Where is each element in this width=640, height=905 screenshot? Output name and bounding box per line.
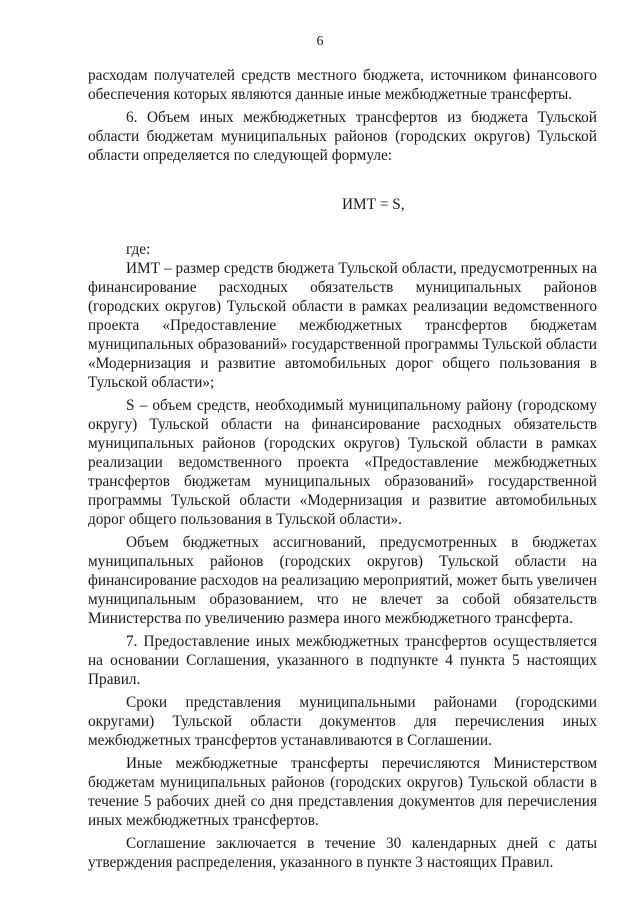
paragraph-document-deadlines: Сроки представления муниципальными районами (городскими округами) Тульской области документов для перечисления иных межбюджетных трансфертов устанавливаются в Соглашении. [88, 694, 597, 749]
paragraph-agreement-timing: Соглашение заключается в течение 30 календарных дней с даты утверждения распределения, указанного в пункте 3 настоящих Правил. [88, 835, 597, 871]
paragraph-budget-allocations: Объем бюджетных ассигнований, предусмотренных в бюджетах муниципальных районов (городских округов) Тульской области на финансирование расходов на реализацию мероприятий, может быть увеличен муниципальным образованием, что не влечет за собой обязательств Министерства по увеличению размера иного межбюджетного трансферта. [88, 534, 597, 627]
definition-s: S – объем средств, необходимый муниципальному району (городскому округу) Тульской области на финансирование расходных обязательств муниципальных районов (городских округов) Тульской области в рамках реализации ведомственного проекта «Предоставление межбюджетных трансфертов бюджетам муниципальных образований» государственной программы Тульской области «Модернизация и развитие автомобильных дорог общего пользования в Тульской области». [88, 397, 597, 528]
formula: ИМТ = S, [342, 196, 405, 213]
document-body [88, 66, 597, 872]
definition-imt: ИМТ – размер средств бюджета Тульской области, предусмотренных на финансирование расходных обязательств муниципальных районов (городских округов) Тульской области в рамках реализации ведомственного проекта «Предоставление межбюджетных трансфертов бюджетам муниципальных образований» государственной программы Тульской области «Модернизация и развитие автомобильных дорог общего пользования в Тульской области»; [88, 260, 597, 391]
page-number: 6 [316, 34, 324, 49]
paragraph-continuation: расходам получателей средств местного бюджета, источником финансового обеспечения которых являются данные иные межбюджетные трансферты. [88, 67, 597, 103]
paragraph-transfer-timing: Иные межбюджетные трансферты перечисляются Министерством бюджетам муниципальных районов (городских округов) Тульской области в течение 5 рабочих дней со дня представления документов для перечисления иных межбюджетных трансфертов. [88, 755, 597, 829]
paragraph-item-6: 6. Объем иных межбюджетных трансфертов из бюджета Тульской области бюджетам муниципальных районов (городских округов) Тульской области определяется по следующей формуле: [88, 109, 597, 164]
paragraph-item-7: 7. Предоставление иных межбюджетных трансфертов осуществляется на основании Соглашения, указанного в подпункте 4 пункта 5 настоящих Правил. [88, 633, 597, 688]
formula-where-label: где: [126, 241, 151, 258]
